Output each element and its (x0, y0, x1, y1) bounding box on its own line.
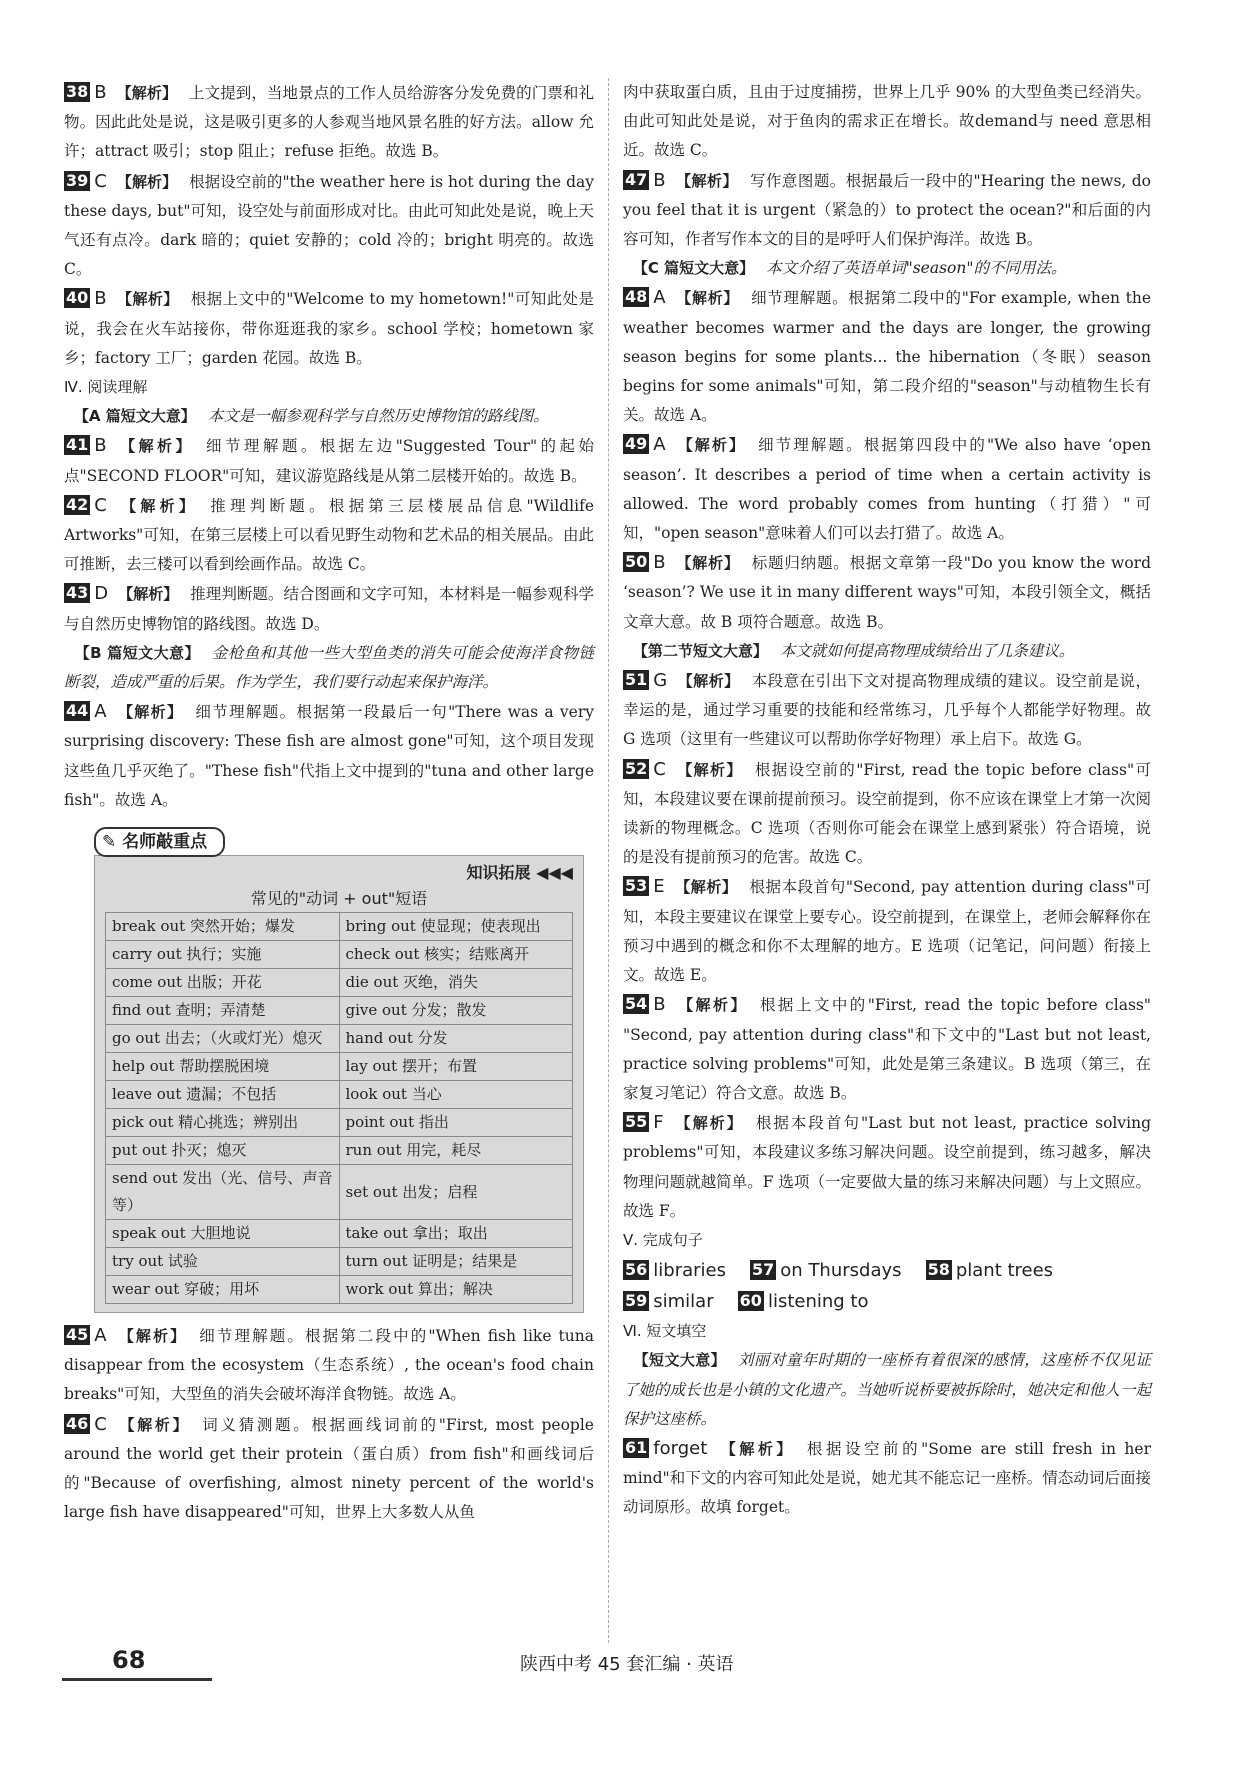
answer: B (653, 552, 666, 574)
answer: C (94, 170, 107, 192)
summary-c (623, 254, 1151, 283)
summary-a (64, 402, 594, 431)
answer: listening to (767, 1291, 869, 1313)
answer: B (653, 994, 666, 1016)
question-number: 57 (752, 1260, 775, 1280)
answer: forget (653, 1437, 708, 1459)
answer: similar (653, 1291, 714, 1313)
question-47 (623, 166, 1151, 255)
question-44 (64, 697, 594, 815)
left-column (64, 78, 594, 1528)
question-number: 50 (625, 552, 648, 572)
analysis-text: 上文提到，当地景点的工作人员给游客分发免费的门票和礼物。因此此处是说，这是吸引更多的人参观当地风景名胜的好方法。allow 允许；attract 吸引；stop 阻止；refuse 拒绝。故选 B。 (64, 84, 594, 161)
phrase-cell: work out 算出；解决 (339, 1276, 573, 1304)
analysis-text: 根据上文中的"First, read the topic before class" "Second, pay attention during class"和下文中的"Last but not least, practice solving problems"可知，此处是第三条建议。B 选项（第三，在家复习笔记）符合文意。故选 B。 (623, 996, 1151, 1102)
summary-text: 金枪鱼和其他一些大型鱼类的消失可能会使海洋食物链断裂，造成严重的后果。作为学生，我们要行动起来保护海洋。 (64, 643, 594, 692)
question-46-continued: 肉中获取蛋白质，且由于过度捕捞，世界上几乎 90% 的大型鱼类已经消失。由此可知此处是说，对于鱼肉的需求正在增长。故demand与 need 意思相近。故选 C。 (623, 83, 1151, 160)
right-column (623, 78, 1151, 1523)
question-43 (64, 579, 594, 638)
summary-tag: 【B 篇短文大意】 (74, 643, 200, 662)
phrase-cell: lay out 摆开；布置 (339, 1053, 573, 1081)
phrase-cell: find out 查明；弄清楚 (106, 997, 340, 1025)
analysis-tag: 【解析】 (673, 1114, 744, 1133)
question-number: 46 (66, 1413, 89, 1433)
phrase-row (106, 1081, 573, 1109)
phrase-cell: send out 发出（光、信号、声音等） (106, 1165, 340, 1220)
question-41 (64, 431, 594, 490)
analysis-text: 细节理解题。根据第二段中的"For example, when the weather becomes warmer and the days are longer, the growing season begins for some plants... the hibernation（冬眠）season begins for some animals"可知，第二段介绍的"season"与动植物生长有关。故选 A。 (623, 289, 1151, 425)
analysis-tag: 【解析】 (116, 172, 178, 191)
question-50 (623, 548, 1151, 637)
analysis-text: 根据设空前的"Some are still fresh in her mind"和下文的内容可知此处是说，她尤其不能忘记一座桥。情态动词后面接动词原形。故填 forget。 (623, 1439, 1151, 1517)
analysis-tag: 【解析】 (674, 878, 738, 897)
question-number: 61 (625, 1437, 648, 1457)
summary-tag: 【第二节短文大意】 (632, 641, 768, 660)
question-51 (623, 666, 1151, 755)
analysis-tag: 【解析】 (675, 171, 738, 190)
box-body (94, 855, 584, 1313)
phrase-cell: check out 核实；结账离开 (339, 941, 573, 969)
answer: A (653, 434, 666, 456)
question-39 (64, 167, 594, 285)
answer: B (94, 82, 107, 103)
question-38 (64, 78, 594, 167)
summary-text: 本文是一幅参观科学与自然历史博物馆的路线图。 (207, 407, 549, 426)
answer: B (653, 169, 666, 191)
summary-section-2 (623, 637, 1151, 666)
analysis-tag: 【解析】 (675, 996, 748, 1015)
phrase-row (106, 1025, 573, 1053)
summary-tag: 【A 篇短文大意】 (73, 407, 196, 426)
question-number: 55 (625, 1112, 648, 1132)
column-divider (608, 78, 609, 1643)
question-number: 60 (739, 1291, 762, 1311)
box-subtitle: 常见的"动词 + out"短语 (250, 889, 428, 909)
question-number: 45 (66, 1325, 89, 1345)
phrase-row (106, 1276, 573, 1304)
answer: D (94, 583, 109, 605)
analysis-tag: 【解析】 (675, 760, 743, 779)
analysis-text: 细节理解题。根据第一段最后一句"There was a very surprising discovery: These fish are almost gone"可知，这个项目发现这些鱼几乎灭绝了。"These fish"代指上文中提到的"tuna and other large fish"。故选 A。 (64, 703, 594, 809)
phrase-cell: look out 当心 (339, 1081, 573, 1109)
question-number: 43 (66, 583, 89, 603)
answer: plant trees (955, 1260, 1054, 1282)
question-number: 42 (66, 494, 89, 514)
question-40 (64, 284, 594, 373)
question-number: 51 (625, 670, 648, 690)
summary-tag: 【C 篇短文大意】 (632, 259, 755, 278)
phrase-cell: hand out 分发 (339, 1025, 573, 1053)
analysis-text: 细节理解题。根据第二段中的"When fish like tuna disappear from the ecosystem（生态系统）, the ocean's food chain breaks"可知，大型鱼的消失会破坏海洋食物链。故选 A。 (64, 1327, 594, 1404)
phrase-row (106, 1053, 573, 1081)
analysis-text: 根据设空前的"the weather here is hot during the day these days, but"可知，设空处与前面形成对比。由此可知此处是说，晚上天气还有点冷。dark 暗的；quiet 安静的；cold 冷的；bright 明亮的。故选 C。 (64, 172, 594, 279)
answer: C (653, 758, 666, 780)
phrase-row (106, 1109, 573, 1137)
phrase-cell: put out 扑灭；熄灭 (106, 1137, 340, 1165)
answer: C (94, 1413, 107, 1435)
analysis-tag: 【解析】 (675, 289, 740, 308)
question-number: 39 (66, 170, 89, 190)
fill-answers-row-2 (623, 1286, 1151, 1317)
answer: on Thursdays (780, 1260, 902, 1282)
phrase-cell: take out 拿出；取出 (339, 1220, 573, 1248)
question-52 (623, 755, 1151, 873)
question-number: 49 (625, 434, 648, 454)
analysis-tag: 【解析】 (675, 554, 740, 573)
analysis-tag: 【解析】 (116, 496, 199, 515)
summary-text: 本文就如何提高物理成绩给出了几条建议。 (779, 641, 1075, 660)
section-heading-5: Ⅴ. 完成句子 (623, 1230, 703, 1249)
phrase-cell: try out 试验 (106, 1248, 340, 1276)
question-number: 56 (625, 1260, 648, 1280)
question-number: 54 (625, 994, 648, 1014)
question-number: 41 (66, 435, 89, 455)
analysis-tag: 【解析】 (675, 436, 747, 455)
analysis-tag: 【解析】 (116, 1327, 188, 1346)
analysis-text: 推理判断题。结合图画和文字可知，本材料是一幅参观科学与自然历史博物馆的路线图。故选 D。 (64, 585, 594, 633)
question-42 (64, 491, 594, 580)
question-number: 59 (625, 1291, 648, 1311)
phrase-cell: go out 出去；（火或灯光）熄灭 (106, 1025, 340, 1053)
answer: A (94, 701, 107, 723)
page-number: 68 (112, 1646, 146, 1674)
question-number: 48 (625, 287, 648, 307)
phrase-row (106, 997, 573, 1025)
page-footer (0, 1632, 1250, 1682)
fill-answers-row-1 (623, 1255, 1151, 1286)
analysis-text: 根据本段首句"Last but not least, practice solving problems"可知，本段建议多练习解决问题。设空前提到，练习越多，解决物理问题就越简单。F 选项（一定要做大量的练习来解决问题）与上文照应。故选 F。 (623, 1114, 1151, 1220)
phrase-row (106, 941, 573, 969)
analysis-text: 词义猜测题。根据画线词前的"First, most people around the world get their protein（蛋白质）from fish"和画线词后的"Because of overfishing, almost ninety percent of the world's large fish have disappeared"可知，世界上大多数人从鱼 (64, 1415, 594, 1522)
analysis-tag: 【解析】 (116, 84, 178, 102)
analysis-text: 写作意图题。根据最后一段中的"Hearing the news, do you feel that it is urgent（紧急的）to protect the ocean?"和后面的内容可知，作者写作本文的目的是呼吁人们保护海洋。故选 B。 (623, 171, 1151, 249)
phrase-cell: wear out 穿破；用坏 (106, 1276, 340, 1304)
analysis-text: 细节理解题。根据左边"Suggested Tour"的起始点"SECOND FLOOR"可知，建议游览路线是从第二层楼开始的。故选 B。 (64, 437, 594, 485)
question-number: 58 (927, 1260, 950, 1280)
analysis-text: 根据上文中的"Welcome to my hometown!"可知此处是说，我会在火车站接你，带你逛逛我的家乡。school 学校；hometown 家乡；factory 工厂；garden 花园。故选 B。 (64, 290, 594, 367)
phrase-cell: pick out 精心挑选；辨别出 (106, 1109, 340, 1137)
phrase-cell: run out 用完，耗尽 (339, 1137, 573, 1165)
question-61 (623, 1434, 1151, 1523)
summary-section-6 (623, 1346, 1151, 1434)
answer: C (94, 494, 107, 516)
phrase-cell: turn out 证明是；结果是 (339, 1248, 573, 1276)
analysis-tag: 【解析】 (677, 672, 740, 691)
question-number: 44 (66, 701, 89, 721)
analysis-tag: 【解析】 (116, 1415, 191, 1434)
question-46 (64, 1410, 594, 1528)
phrase-cell: come out 出版；开花 (106, 969, 340, 997)
phrase-cell: break out 突然开始；爆发 (106, 913, 340, 941)
phrase-cell: speak out 大胆地说 (106, 1220, 340, 1248)
phrase-cell: set out 出发；启程 (339, 1165, 573, 1220)
analysis-text: 本段意在引出下文对提高物理成绩的建议。设空前是说，幸运的是，通过学习重要的技能和经常练习，几乎每个人都能学好物理。故 G 选项（这里有一些建议可以帮助你学好物理）承上启下。故选 G。 (623, 672, 1151, 749)
phrase-cell: carry out 执行；实施 (106, 941, 340, 969)
question-number: 38 (66, 82, 89, 101)
section-heading-4: Ⅳ. 阅读理解 (64, 378, 148, 397)
phrase-row (106, 1165, 573, 1220)
analysis-tag: 【解析】 (116, 437, 194, 456)
box-title-text: 名师敲重点 (122, 832, 208, 853)
analysis-text: 根据本段首句"Second, pay attention during class"可知，本段主要建议在课堂上要专心。设空前提到，在课堂上，老师会解释你在预习中遇到的概念和你不太理解的地方。E 选项（记笔记，问问题）衔接上文。故选 E。 (623, 878, 1151, 985)
question-49 (623, 430, 1151, 548)
analysis-tag: 【解析】 (717, 1439, 795, 1458)
answer: B (94, 288, 107, 310)
section-heading-6: Ⅵ. 短文填空 (623, 1322, 707, 1341)
answer: E (653, 876, 665, 898)
phrase-row (106, 913, 573, 941)
question-number: 40 (66, 288, 89, 308)
phrase-table (105, 912, 573, 1304)
question-number: 47 (625, 169, 648, 189)
phrase-row (106, 969, 573, 997)
knowledge-extension-label: 知识拓展 ◀◀◀ (466, 863, 573, 883)
question-45 (64, 1321, 594, 1410)
answer: F (653, 1112, 664, 1134)
analysis-text: 细节理解题。根据第四段中的"We also have ‘open season’. It describes a period of time when a certain activity is allowed. The word probably comes from hunting（打猎）"可知，"open season"意味着人们可以去打猎了。故选 A。 (623, 436, 1151, 543)
question-48 (623, 283, 1151, 430)
question-number: 53 (625, 876, 648, 896)
question-55 (623, 1108, 1151, 1226)
box-header (94, 825, 584, 855)
phrase-cell: bring out 使显现；使表现出 (339, 913, 573, 941)
phrase-cell: give out 分发；散发 (339, 997, 573, 1025)
phrase-cell: die out 灭绝，消失 (339, 969, 573, 997)
phrase-row (106, 1137, 573, 1165)
book-title: 陕西中考 45 套汇编 · 英语 (520, 1654, 734, 1675)
answer: A (653, 287, 666, 309)
question-number: 52 (625, 758, 648, 778)
analysis-text: 推理判断题。根据第三层楼展品信息"Wildlife Artworks"可知，在第三层楼上可以看见野生动物和艺术品的相关展品。由此可推断，去三楼可以看到绘画作品。故选 C。 (64, 496, 594, 574)
summary-text: 刘丽对童年时期的一座桥有着很深的感情，这座桥不仅见证了她的成长也是小镇的文化遗产。当她听说桥要被拆除时，她决定和他人一起保护这座桥。 (623, 1351, 1151, 1428)
summary-text: 本文介绍了英语单词"season"的不同用法。 (766, 259, 1067, 278)
answer: G (653, 670, 668, 692)
phrase-row (106, 1220, 573, 1248)
teacher-key-points-box (94, 825, 584, 1313)
analysis-text: 标题归纳题。根据文章第一段"Do you know the word ‘season’? We use it in many different ways"可知，本段引领全文，概括文章大意。故 B 项符合题意。故选 B。 (623, 554, 1151, 631)
analysis-tag: 【解析】 (116, 290, 179, 309)
phrase-cell: point out 指出 (339, 1109, 573, 1137)
phrase-cell: leave out 遗漏；不包括 (106, 1081, 340, 1109)
answer: libraries (653, 1260, 726, 1282)
box-title (94, 827, 225, 857)
analysis-text: 根据设空前的"First, read the topic before class"可知，本段建议要在课前提前预习。设空前提到，你不应该在课堂上才第一次阅读新的物理概念。C 选项（否则你可能会在课堂上感到紧张）符合语境，说的是没有提前预习的危害。故选 C。 (623, 760, 1151, 867)
answer: A (94, 1325, 107, 1347)
phrase-cell: help out 帮助摆脱困境 (106, 1053, 340, 1081)
bulb-icon: ✎ (102, 832, 123, 853)
answer: B (94, 435, 107, 457)
summary-b (64, 639, 594, 697)
phrase-row (106, 1248, 573, 1276)
analysis-tag: 【解析】 (116, 703, 184, 722)
summary-tag: 【短文大意】 (633, 1351, 727, 1370)
analysis-tag: 【解析】 (118, 585, 179, 604)
question-53 (623, 872, 1151, 990)
question-54 (623, 990, 1151, 1108)
